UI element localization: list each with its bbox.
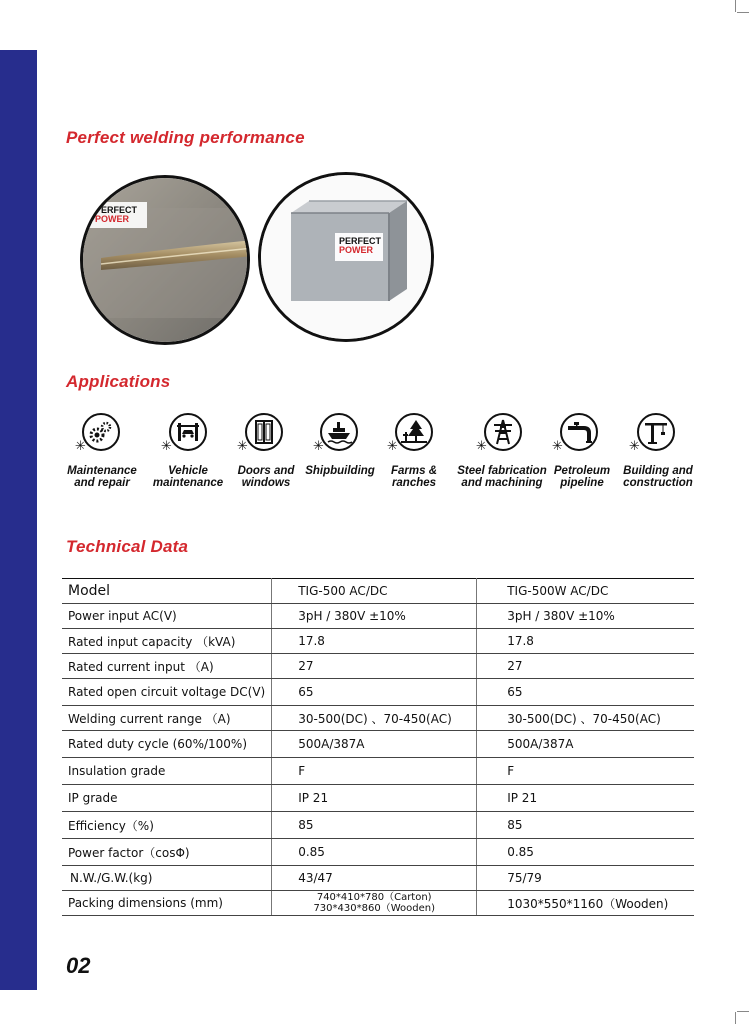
logo: PERFECT POWER bbox=[95, 205, 138, 224]
cell-model-b: IP 21 bbox=[477, 785, 694, 812]
cell-model-b: 65 bbox=[477, 679, 694, 706]
cell-model-b: 500A/387A bbox=[477, 731, 694, 758]
crane-icon bbox=[637, 413, 675, 451]
row-label: N.W./G.W.(kg) bbox=[62, 866, 272, 891]
cell-model-a: F bbox=[272, 758, 477, 785]
cell-model-a: 30-500(DC) 、70-450(AC) bbox=[272, 706, 477, 731]
car-lift-icon bbox=[169, 413, 207, 451]
applications-row bbox=[60, 410, 700, 492]
table-row bbox=[62, 654, 694, 679]
table-row bbox=[62, 785, 694, 812]
cell-model-b: 30-500(DC) 、70-450(AC) bbox=[477, 706, 694, 731]
application-label: Maintenance and repair bbox=[67, 465, 137, 489]
row-label: Model bbox=[62, 579, 272, 604]
cell-model-a: 0.85 bbox=[272, 839, 477, 866]
table-row bbox=[62, 891, 694, 916]
pipe-icon bbox=[560, 413, 598, 451]
cell-model-a: 17.8 bbox=[272, 629, 477, 654]
pylon-icon bbox=[484, 413, 522, 451]
cell-model-b: 27 bbox=[477, 654, 694, 679]
weld-box-photo bbox=[258, 172, 434, 342]
cell-model-a: IP 21 bbox=[272, 785, 477, 812]
door-icon bbox=[245, 413, 283, 451]
technical-data-table bbox=[62, 578, 694, 916]
side-bar bbox=[0, 50, 37, 990]
crop-mark bbox=[735, 0, 736, 12]
row-label: Welding current range （A) bbox=[62, 706, 272, 731]
table-row bbox=[62, 866, 694, 891]
row-label: IP grade bbox=[62, 785, 272, 812]
application-label: Shipbuilding bbox=[305, 465, 375, 477]
cell-model-a: 27 bbox=[272, 654, 477, 679]
cell-model-a: 85 bbox=[272, 812, 477, 839]
spark-icon: ✳ bbox=[629, 439, 640, 454]
table-row bbox=[62, 706, 694, 731]
row-label: Rated current input （A) bbox=[62, 654, 272, 679]
application-label: Petroleum pipeline bbox=[553, 465, 611, 489]
application-label: Doors and windows bbox=[237, 465, 295, 489]
row-label: Power factor（cosΦ) bbox=[62, 839, 272, 866]
cell-model-b: 1030*550*1160（Wooden) bbox=[477, 891, 694, 916]
application-label: Building and construction bbox=[623, 465, 693, 489]
cell-model-a: 500A/387A bbox=[272, 731, 477, 758]
spark-icon: ✳ bbox=[552, 439, 563, 454]
row-label: Insulation grade bbox=[62, 758, 272, 785]
spark-icon: ✳ bbox=[313, 439, 324, 454]
table-row bbox=[62, 839, 694, 866]
cell-model-a: 65 bbox=[272, 679, 477, 706]
table-row bbox=[62, 731, 694, 758]
cell-model-b: 3pH / 380V ±10% bbox=[477, 604, 694, 629]
ship-icon bbox=[320, 413, 358, 451]
cell-model-b: 75/79 bbox=[477, 866, 694, 891]
spark-icon: ✳ bbox=[75, 439, 86, 454]
cell-model-a: TIG-500 AC/DC bbox=[272, 579, 477, 604]
gears-icon bbox=[82, 413, 120, 451]
row-label: Power input AC(V) bbox=[62, 604, 272, 629]
crop-mark bbox=[737, 12, 749, 13]
table-row bbox=[62, 579, 694, 604]
application-label: Steel fabrication and machining bbox=[457, 465, 547, 489]
spark-icon: ✳ bbox=[161, 439, 172, 454]
table-row bbox=[62, 758, 694, 785]
table-row bbox=[62, 812, 694, 839]
packing-carton: 740*410*780（Carton) bbox=[316, 892, 432, 903]
application-label: Farms & ranches bbox=[390, 465, 438, 489]
application-label: Vehicle maintenance bbox=[152, 465, 224, 489]
page-number: 02 bbox=[66, 953, 91, 978]
row-label: Rated input capacity （kVA) bbox=[62, 629, 272, 654]
cell-model-b: 0.85 bbox=[477, 839, 694, 866]
cell-model-a: 43/47 bbox=[272, 866, 477, 891]
row-label: Rated duty cycle (60%/100%) bbox=[62, 731, 272, 758]
cell-model-b: F bbox=[477, 758, 694, 785]
spark-icon: ✳ bbox=[387, 439, 398, 454]
crop-mark bbox=[735, 1012, 736, 1024]
table-row bbox=[62, 604, 694, 629]
weld-seam-photo bbox=[80, 175, 250, 345]
spark-icon: ✳ bbox=[237, 439, 248, 454]
crop-mark bbox=[737, 1011, 749, 1012]
table-row bbox=[62, 679, 694, 706]
packing-wooden: 730*430*860（Wooden) bbox=[313, 903, 435, 914]
spark-icon: ✳ bbox=[476, 439, 487, 454]
cell-model-b: 17.8 bbox=[477, 629, 694, 654]
section-title-performance: Perfect welding performance bbox=[66, 128, 305, 147]
table-row bbox=[62, 629, 694, 654]
row-label: Rated open circuit voltage DC(V) bbox=[62, 679, 272, 706]
row-label: Packing dimensions (mm) bbox=[62, 891, 272, 916]
cell-model-b: TIG-500W AC/DC bbox=[477, 579, 694, 604]
row-label: Efficiency（%) bbox=[62, 812, 272, 839]
tree-icon bbox=[395, 413, 433, 451]
cell-model-a bbox=[272, 891, 477, 916]
section-title-technical: Technical Data bbox=[66, 537, 189, 556]
section-title-applications: Applications bbox=[66, 372, 171, 391]
logo: PERFECT POWER bbox=[339, 236, 382, 255]
cell-model-b: 85 bbox=[477, 812, 694, 839]
cell-model-a: 3pH / 380V ±10% bbox=[272, 604, 477, 629]
